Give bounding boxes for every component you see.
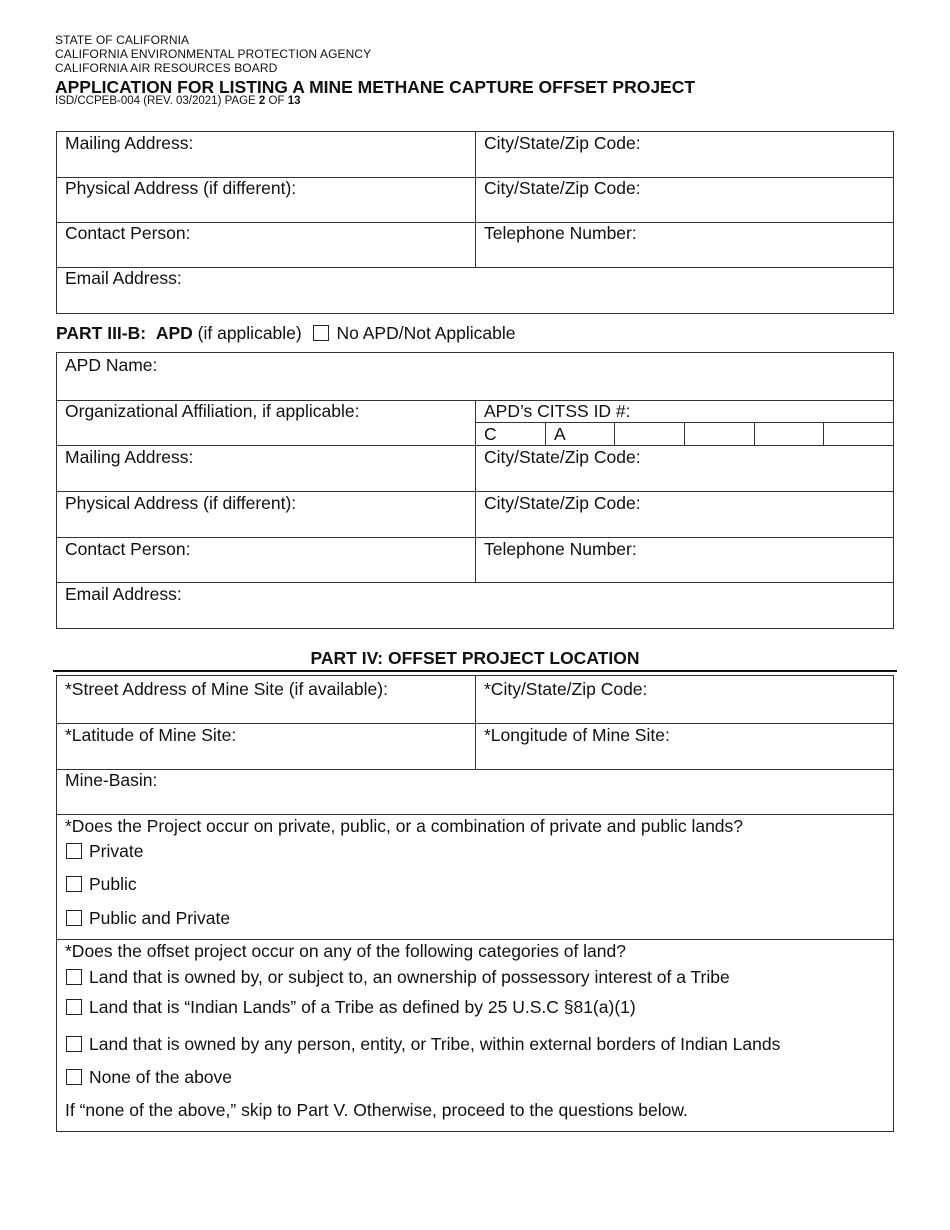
- lands-question: *Does the Project occur on private, public, or a combination of private and public lands?: [65, 816, 744, 836]
- contact-info-box: [56, 131, 894, 314]
- physical-city-state-zip-field[interactable]: City/State/Zip Code:: [484, 178, 641, 198]
- contact-person-field[interactable]: Contact Person:: [65, 223, 191, 243]
- indian-lands-checkbox[interactable]: [66, 999, 82, 1015]
- apd-physical-city-state-zip-field[interactable]: City/State/Zip Code:: [484, 493, 641, 513]
- apd-email-field[interactable]: Email Address:: [65, 584, 182, 604]
- public-checkbox[interactable]: [66, 876, 82, 892]
- apd-name-field[interactable]: APD Name:: [65, 355, 158, 375]
- option-none[interactable]: None of the above: [66, 1067, 232, 1087]
- no-apd-checkbox[interactable]: [313, 325, 329, 341]
- location-box: [56, 675, 894, 1132]
- org-affiliation-field[interactable]: Organizational Affiliation, if applicable:: [65, 401, 360, 421]
- citss-id-box-a[interactable]: A: [554, 424, 566, 444]
- citss-id-box-c[interactable]: C: [484, 424, 497, 444]
- part-4-heading: PART IV: OFFSET PROJECT LOCATION: [310, 648, 640, 668]
- apd-telephone-field[interactable]: Telephone Number:: [484, 539, 637, 559]
- tribe-owned-checkbox[interactable]: [66, 969, 82, 985]
- none-checkbox[interactable]: [66, 1069, 82, 1085]
- site-city-state-zip-field[interactable]: *City/State/Zip Code:: [484, 679, 648, 699]
- form-id: ISD/CCPEB-004 (REV. 03/2021) PAGE 2 OF 13: [55, 95, 301, 107]
- page-total: 13: [287, 95, 301, 107]
- city-state-zip-field[interactable]: City/State/Zip Code:: [484, 133, 641, 153]
- option-public[interactable]: Public: [66, 874, 137, 894]
- option-within-borders[interactable]: Land that is owned by any person, entity, or Tribe, within external borders of Indian Lands: [66, 1034, 780, 1054]
- part-3b-heading: PART III-B: APD (if applicable) No APD/Not Applicable: [56, 323, 516, 343]
- citss-id-label: APD’s CITSS ID #:: [484, 401, 631, 421]
- page-number: 2: [258, 95, 266, 107]
- no-apd-label: No APD/Not Applicable: [336, 323, 516, 343]
- public-private-checkbox[interactable]: [66, 910, 82, 926]
- mine-basin-field[interactable]: Mine-Basin:: [65, 770, 158, 790]
- email-field[interactable]: Email Address:: [65, 268, 182, 288]
- option-private[interactable]: Private: [66, 841, 143, 861]
- latitude-field[interactable]: *Latitude of Mine Site:: [65, 725, 237, 745]
- header-board: CALIFORNIA AIR RESOURCES BOARD: [55, 61, 278, 75]
- form-title: APPLICATION FOR LISTING A MINE METHANE CAPTURE OFFSET PROJECT: [55, 77, 696, 97]
- divider: [53, 670, 897, 672]
- header-state: STATE OF CALIFORNIA: [55, 33, 190, 47]
- category-question: *Does the offset project occur on any of the following categories of land?: [65, 941, 626, 961]
- apd-info-box: [56, 352, 894, 629]
- header-agency: CALIFORNIA ENVIRONMENTAL PROTECTION AGENCY: [55, 47, 372, 61]
- street-address-field[interactable]: *Street Address of Mine Site (if available):: [65, 679, 388, 699]
- option-public-private[interactable]: Public and Private: [66, 908, 230, 928]
- longitude-field[interactable]: *Longitude of Mine Site:: [484, 725, 670, 745]
- mailing-address-field[interactable]: Mailing Address:: [65, 133, 194, 153]
- skip-instruction: If “none of the above,” skip to Part V. Otherwise, proceed to the questions below.: [65, 1100, 688, 1120]
- option-indian-lands[interactable]: Land that is “Indian Lands” of a Tribe as defined by 25 U.S.C §81(a)(1): [66, 997, 636, 1017]
- apd-mailing-address-field[interactable]: Mailing Address:: [65, 447, 194, 467]
- apd-physical-address-field[interactable]: Physical Address (if different):: [65, 493, 297, 513]
- within-borders-checkbox[interactable]: [66, 1036, 82, 1052]
- apd-city-state-zip-field[interactable]: City/State/Zip Code:: [484, 447, 641, 467]
- physical-address-field[interactable]: Physical Address (if different):: [65, 178, 297, 198]
- option-tribe-owned[interactable]: Land that is owned by, or subject to, an ownership of possessory interest of a Tribe: [66, 967, 730, 987]
- private-checkbox[interactable]: [66, 843, 82, 859]
- apd-contact-person-field[interactable]: Contact Person:: [65, 539, 191, 559]
- telephone-field[interactable]: Telephone Number:: [484, 223, 637, 243]
